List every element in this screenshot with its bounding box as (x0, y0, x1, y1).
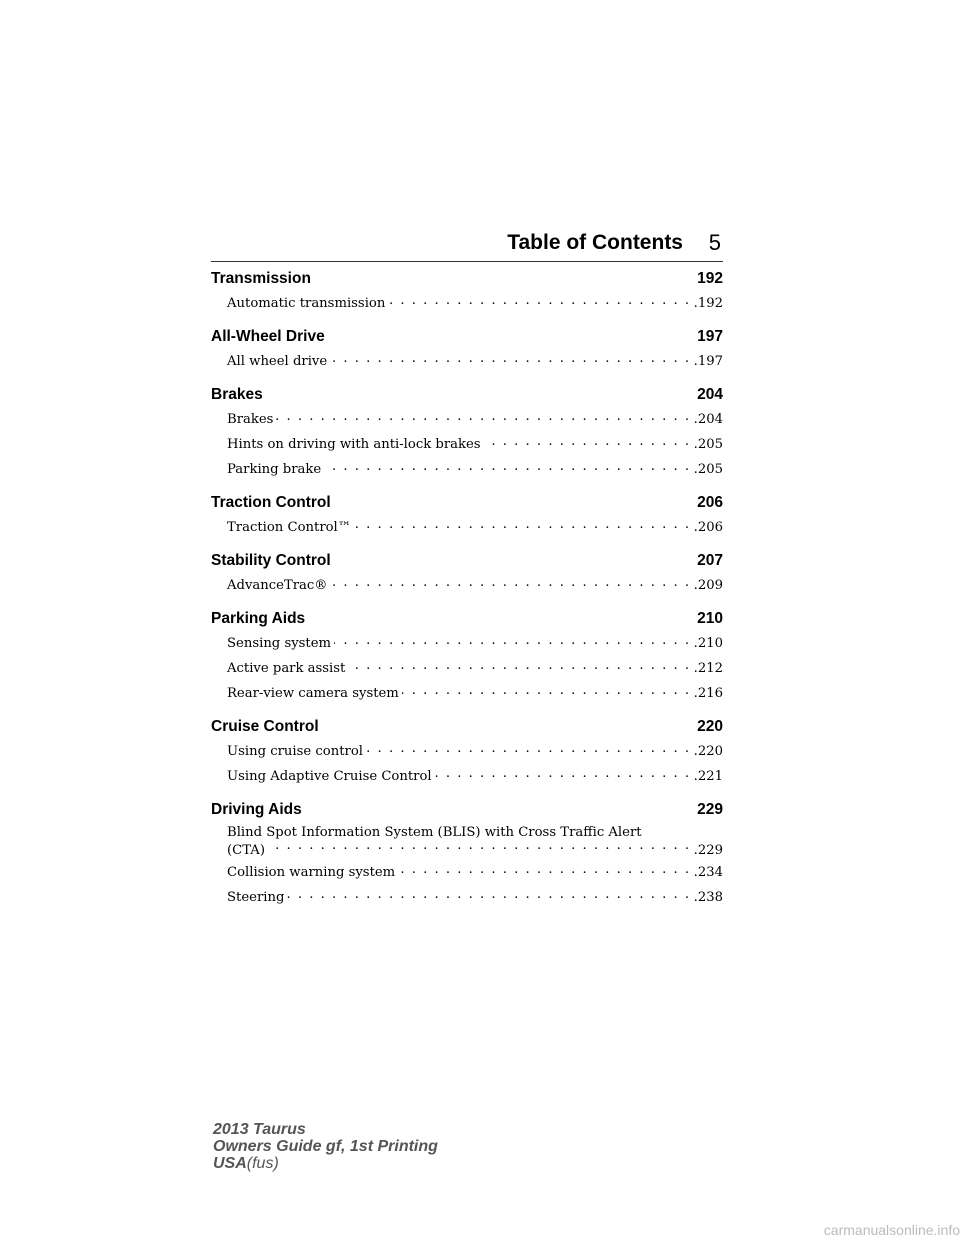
dot-leader (324, 460, 690, 473)
entry-label: Active park assist (227, 661, 346, 676)
toc-entry[interactable] (227, 658, 723, 680)
entry-page: .216 (693, 686, 723, 701)
entry-label: Parking brake (227, 462, 322, 477)
entry-line-2 (227, 841, 723, 859)
entry-label: Blind Spot Information System (BLIS) with Cross Traffic Alert (227, 825, 642, 840)
entry-page: .206 (693, 520, 723, 535)
toc-section (211, 608, 723, 716)
entry-page: .234 (693, 865, 723, 881)
toc-entry[interactable] (227, 351, 723, 373)
dot-leader (398, 863, 690, 876)
section-heading[interactable] (211, 716, 723, 738)
footer-region-code: (fus) (246, 1155, 279, 1172)
toc-entry[interactable] (227, 766, 723, 788)
entry-label: Traction Control™ (227, 520, 351, 535)
entry-label: Collision warning system (227, 865, 396, 881)
section-title: Traction Control (211, 494, 331, 511)
entry-page: .212 (693, 661, 723, 676)
entry-page: .209 (693, 578, 723, 593)
section-page: 220 (697, 718, 723, 735)
entry-page: .229 (693, 843, 723, 859)
entry-label: Steering (227, 890, 285, 906)
section-title: Driving Aids (211, 801, 302, 818)
toc-entry[interactable] (227, 575, 723, 597)
section-title: Brakes (211, 386, 263, 403)
section-page: 197 (697, 328, 723, 345)
section-page: 210 (697, 610, 723, 627)
toc-entry[interactable] (227, 633, 723, 655)
entry-page: .192 (693, 296, 723, 311)
dot-leader (354, 518, 691, 531)
toc-entry[interactable] (227, 683, 723, 705)
toc-entry[interactable] (227, 887, 723, 909)
section-heading[interactable] (211, 492, 723, 514)
entry-label: All wheel drive (227, 354, 328, 369)
dot-leader (388, 294, 690, 307)
dot-leader (334, 634, 691, 647)
toc-section (211, 492, 723, 550)
dot-leader (348, 659, 690, 672)
toc-section (211, 550, 723, 608)
section-page: 192 (697, 270, 723, 287)
section-title: Cruise Control (211, 718, 319, 735)
section-page: 204 (697, 386, 723, 403)
footer-region: USA (213, 1155, 247, 1172)
entry-page: .205 (693, 437, 723, 452)
dot-leader (276, 410, 690, 423)
toc-section (211, 384, 723, 492)
toc-entry[interactable] (227, 741, 723, 763)
section-page: 206 (697, 494, 723, 511)
entry-page: .197 (693, 354, 723, 369)
entry-label: Brakes (227, 412, 274, 427)
footer-edition: Owners Guide gf, 1st Printing (213, 1138, 438, 1155)
section-title: Transmission (211, 270, 311, 287)
toc-entry[interactable] (227, 434, 723, 456)
toc-section (211, 799, 723, 920)
entry-label: AdvanceTrac® (227, 578, 328, 593)
dot-leader (268, 841, 691, 854)
table-of-contents (211, 268, 723, 920)
section-title: Stability Control (211, 552, 331, 569)
toc-entry[interactable] (227, 409, 723, 431)
dot-leader (287, 888, 690, 901)
dot-leader (484, 435, 691, 448)
page-header (211, 229, 723, 262)
dot-leader (366, 742, 691, 755)
section-heading[interactable] (211, 268, 723, 290)
section-heading[interactable] (211, 326, 723, 348)
entry-page: .220 (693, 744, 723, 759)
entry-page: .204 (693, 412, 723, 427)
entry-label: Rear-view camera system (227, 686, 399, 701)
section-heading[interactable] (211, 384, 723, 406)
toc-entry[interactable] (227, 293, 723, 315)
entry-page: .221 (693, 769, 723, 784)
section-page: 229 (697, 801, 723, 818)
entry-label: Automatic transmission (227, 296, 386, 311)
dot-leader (402, 684, 691, 697)
footer (213, 1121, 438, 1172)
page-number: 5 (708, 230, 721, 255)
section-title: Parking Aids (211, 610, 306, 627)
toc-entry[interactable] (227, 517, 723, 539)
entry-label: Using cruise control (227, 744, 363, 759)
toc-entry[interactable] (227, 459, 723, 481)
watermark: carmanualsonline.info (823, 1222, 960, 1238)
dot-leader (435, 767, 691, 780)
section-heading[interactable] (211, 608, 723, 630)
toc-entry[interactable] (227, 862, 723, 884)
toc-section (211, 268, 723, 326)
section-heading[interactable] (211, 799, 723, 821)
entry-label-cont: (CTA) (227, 843, 265, 859)
page-title: Table of Contents (507, 231, 683, 254)
entry-label: Hints on driving with anti-lock brakes (227, 437, 481, 452)
toc-section (211, 326, 723, 384)
entry-page: .238 (693, 890, 723, 906)
entry-label: Sensing system (227, 636, 332, 651)
dot-leader (331, 576, 691, 589)
footer-model: 2013 Taurus (213, 1121, 306, 1138)
toc-section (211, 716, 723, 799)
entry-page: .210 (693, 636, 723, 651)
section-heading[interactable] (211, 550, 723, 572)
entry-page: .205 (693, 462, 723, 477)
dot-leader (330, 352, 690, 365)
toc-entry[interactable] (227, 824, 723, 859)
entry-label: Using Adaptive Cruise Control (227, 769, 432, 784)
section-title: All-Wheel Drive (211, 328, 325, 345)
section-page: 207 (697, 552, 723, 569)
